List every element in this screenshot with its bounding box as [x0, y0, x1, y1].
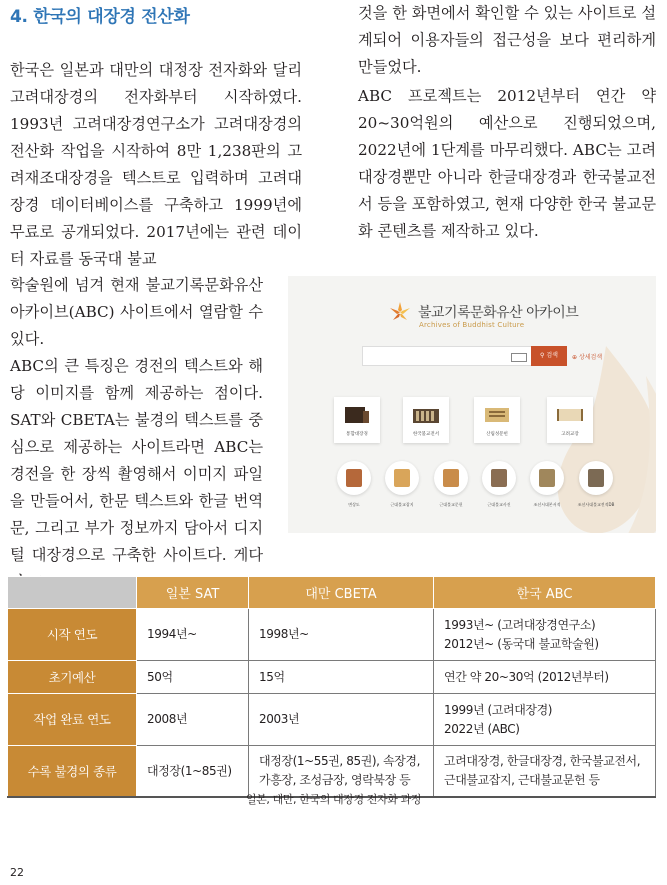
painting-icon: [346, 469, 362, 487]
cell-abc-line: 1993년~ (고려대장경연구소): [444, 617, 596, 632]
cell-cbeta: [249, 746, 434, 798]
cell-sat: 1994년~: [137, 609, 249, 661]
magazine-icon: [394, 469, 410, 487]
collection-circle[interactable]: [482, 461, 516, 495]
table-corner-cell: [8, 577, 137, 609]
table-row: [8, 609, 656, 661]
photo-icon: [491, 469, 507, 487]
site-logo-subtitle: Archives of Buddhist Culture: [419, 321, 525, 329]
lotus-logo-icon: [388, 300, 412, 324]
bookshelf-icon: [410, 405, 442, 425]
cell-cbeta: 2003년: [249, 694, 434, 746]
cell-abc-line: 1999년 (고려대장경): [444, 702, 553, 717]
cell-cbeta: 15억: [249, 661, 434, 694]
table-header-cbeta: 대만 CBETA: [249, 577, 434, 609]
cell-sat: 50억: [137, 661, 249, 694]
manuscript-icon: [481, 405, 513, 425]
cell-cbeta: 1998년~: [249, 609, 434, 661]
cell-abc-line: 2012년~ (동국대 불교학술원): [444, 636, 599, 651]
row-label-scripture-types: 수록 불경의 종류: [8, 746, 137, 798]
left-column-bottom: [10, 272, 263, 596]
collection-card-label: 고려교장: [561, 432, 579, 437]
old-book-icon: [539, 469, 555, 487]
paragraph-abc-feature: ABC의 큰 특징은 경전의 텍스트와 해당 이미지를 함께 제공하는 점이다. SAT와 CBETA는 불경의 텍스트를 중심으로 제공하는 사이트라면 ABC는 경전을 한 장씩 촬영해서 이미지 파일을 만들어서, 한문 텍스트와 한글 번역문, 그리고 부가 정보까지 담아서 디지털 대장경으로 구축한 사이트다. 게다: [10, 357, 263, 564]
paragraph-continued: 것을 한 화면에서 확인할 수 있는 사이트로 설계되어 이용자들의 접근성을 보다 편리하게 만들었다.: [358, 4, 656, 76]
cell-abc: 연간 약 20~30억 (2012년부터): [434, 661, 656, 694]
table-row: [8, 746, 656, 798]
collection-circle[interactable]: [579, 461, 613, 495]
collection-circle-label: 근대불교잡지: [390, 502, 414, 507]
advanced-search-label: 상세검색: [578, 354, 603, 361]
collection-circle-label: 변상도: [348, 502, 360, 507]
cell-cbeta-line: 대정장(1~55권, 85권), 속장경,: [259, 754, 421, 768]
collection-circle[interactable]: [337, 461, 371, 495]
plus-icon: ⊕: [572, 354, 578, 361]
keyboard-icon[interactable]: [511, 353, 527, 362]
book-icon: [443, 469, 459, 487]
table-row: [8, 694, 656, 746]
table-header-row: [8, 577, 656, 609]
abc-website-screenshot: [288, 276, 656, 533]
row-label-completion-year: 작업 완료 연도: [8, 694, 137, 746]
cell-abc-line: 2022년 (ABC): [444, 721, 520, 736]
collection-card[interactable]: [403, 397, 449, 443]
cell-sat: 대정장(1~85권): [137, 746, 249, 798]
collection-card-label: 통합대장경: [346, 432, 368, 437]
collection-circle[interactable]: [530, 461, 564, 495]
collection-card[interactable]: [547, 397, 593, 443]
collection-card[interactable]: [334, 397, 380, 443]
comparison-table: [7, 576, 656, 798]
page-number: 22: [10, 866, 24, 879]
collection-circle[interactable]: [385, 461, 419, 495]
collection-card-label: 산림성문헌: [486, 432, 508, 437]
advanced-search-link[interactable]: [572, 352, 602, 361]
paragraph-korea-intro: 한국은 일본과 대만의 대정장 전자화와 달리 고려대장경의 전자화부터 시작하였다. 1993년 고려대장경연구소가 고려대장경의 전산화 작업을 시작하여 8만 1,238판의 고려재조대장경을 텍스트로 입력하며 고려대장경 데이터베이스를 구축하고 1999년에 무료로 공개되었다. 2017년에는 관련 데이터 자료를 동국대 불교: [10, 61, 302, 268]
row-label-start-year: 시작 연도: [8, 609, 137, 661]
site-logo-title: 불교기록문화유산 아카이브: [418, 305, 579, 321]
collection-card-label: 한국불교전서: [412, 432, 440, 437]
search-icon: ⚲: [540, 352, 545, 359]
site-search-button-label: 검색: [546, 352, 558, 359]
scroll-icon: [554, 405, 586, 425]
paragraph-abc-project: ABC 프로젝트는 2012년부터 연간 약 20~30억원의 예산으로 진행되었으며, 2022년에 1단계를 마무리했다. ABC는 고려대장경뿐만 아니라 한글대장경과 한국불교전서 등을 포함하였고, 현재 다양한 한국 불교문화 콘텐츠를 제작하고 있다.: [358, 87, 656, 240]
site-search-input[interactable]: [362, 346, 532, 366]
right-column: [358, 0, 656, 245]
left-column-top: [10, 57, 302, 273]
collection-circle[interactable]: [434, 461, 468, 495]
table-row: [8, 661, 656, 694]
section-heading: 4. 한국의 대장경 전산화: [10, 7, 190, 27]
cell-abc-line: 고려대장경, 한글대장경, 한국불교전서,: [444, 754, 641, 768]
table-header-abc: 한국 ABC: [434, 577, 656, 609]
cell-abc: [434, 609, 656, 661]
collection-card[interactable]: [474, 397, 520, 443]
table-caption: 일본, 대만, 한국의 대장경 전자화 과정: [245, 793, 422, 806]
paragraph-korea-intro-cont: 학술원에 넘겨 현재 불교기록문화유산 아카이브(ABC) 사이트에서 열람할 수 있다.: [10, 276, 263, 348]
collection-circle-label: 근대불교사진: [487, 502, 511, 507]
cell-abc: [434, 694, 656, 746]
cell-abc-line: 근대불교잡지, 근대불교문헌 등: [444, 773, 600, 787]
collection-circle-label: 조선사대불교전적DB: [577, 502, 615, 507]
table-header-sat: 일본 SAT: [137, 577, 249, 609]
cell-cbeta-line: 가흥장, 조성금장, 영락북장 등: [259, 773, 411, 787]
site-search-button[interactable]: [531, 346, 567, 366]
row-label-budget: 초기예산: [8, 661, 137, 694]
scripture-box-icon: [341, 405, 373, 425]
cell-abc: [434, 746, 656, 798]
cell-sat: 2008년: [137, 694, 249, 746]
database-icon: [588, 469, 604, 487]
collection-circle-label: 조선시대본서적: [533, 502, 561, 507]
collection-circle-label: 근대불교문헌: [439, 502, 463, 507]
